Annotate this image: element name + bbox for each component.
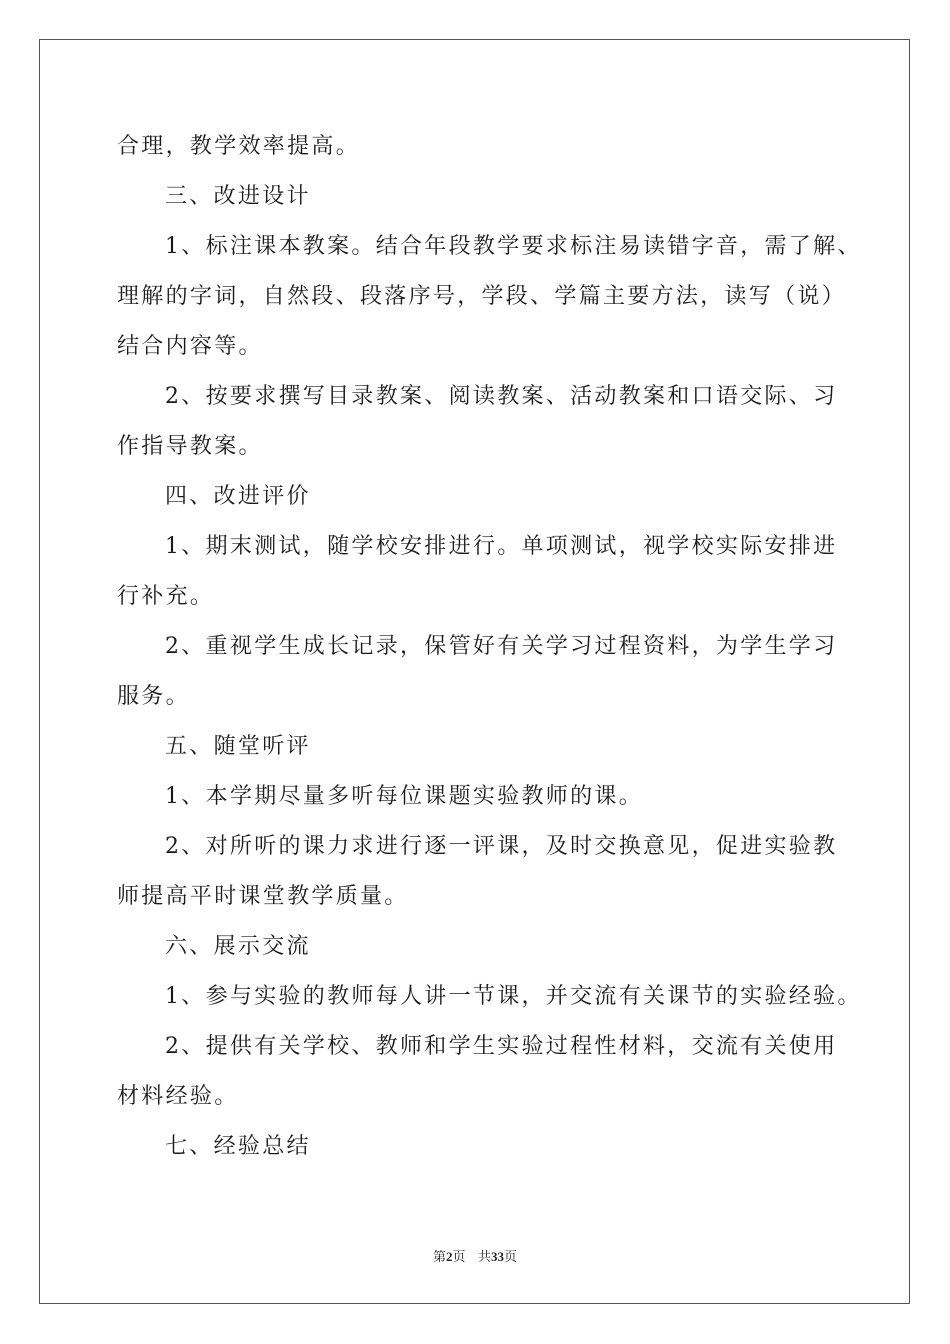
document-body [117,122,862,1172]
text-line-19: 2、提供有关学校、教师和学生实验过程性材料，交流有关使用 [165,1034,838,1059]
text-line-14: 1、本学期尽量多听每位课题实验教师的课。 [165,784,643,809]
text-line-10: 行补充。 [117,584,215,609]
text-line-3: 1、标注课本教案。结合年段教学要求标注易读错字音，需了解、 [165,234,862,259]
text-line-11: 2、重视学生成长记录，保管好有关学习过程资料，为学生学习 [165,634,838,659]
section-heading-7: 七、经验总结 [165,1134,311,1159]
footer-current-page: 2 [446,1249,453,1264]
text-line-18: 1、参与实验的教师每人讲一节课，并交流有关课节的实验经验。 [165,984,862,1009]
text-line-12: 服务。 [117,684,190,709]
footer-total-unit: 页 [503,1250,517,1265]
text-line-15: 2、对所听的课力求进行逐一评课，及时交换意见，促进实验教 [165,834,838,859]
section-heading-4: 四、改进评价 [165,484,311,509]
text-line-4: 理解的字词，自然段、段落序号，学段、学篇主要方法，读写（说） [117,284,847,309]
footer-prefix: 第 [433,1250,447,1265]
text-line-9: 1、期末测试，随学校安排进行。单项测试，视学校实际安排进 [165,534,838,559]
footer-total-pages: 33 [490,1249,504,1264]
text-line-5: 结合内容等。 [117,334,263,359]
text-line-20: 材料经验。 [117,1084,239,1109]
footer-total-prefix: 共 [477,1250,491,1265]
text-line-7: 作指导教案。 [117,434,263,459]
text-line-16: 师提高平时课堂教学质量。 [117,884,409,909]
text-line-6: 2、按要求撰写目录教案、阅读教案、活动教案和口语交际、习 [165,384,838,409]
section-heading-5: 五、随堂听评 [165,734,311,759]
section-heading-3: 三、改进设计 [165,184,311,209]
footer-page-unit: 页 [452,1250,466,1265]
text-line-1: 合理，教学效率提高。 [117,134,361,159]
section-heading-6: 六、展示交流 [165,934,311,959]
page-footer [0,1246,950,1265]
